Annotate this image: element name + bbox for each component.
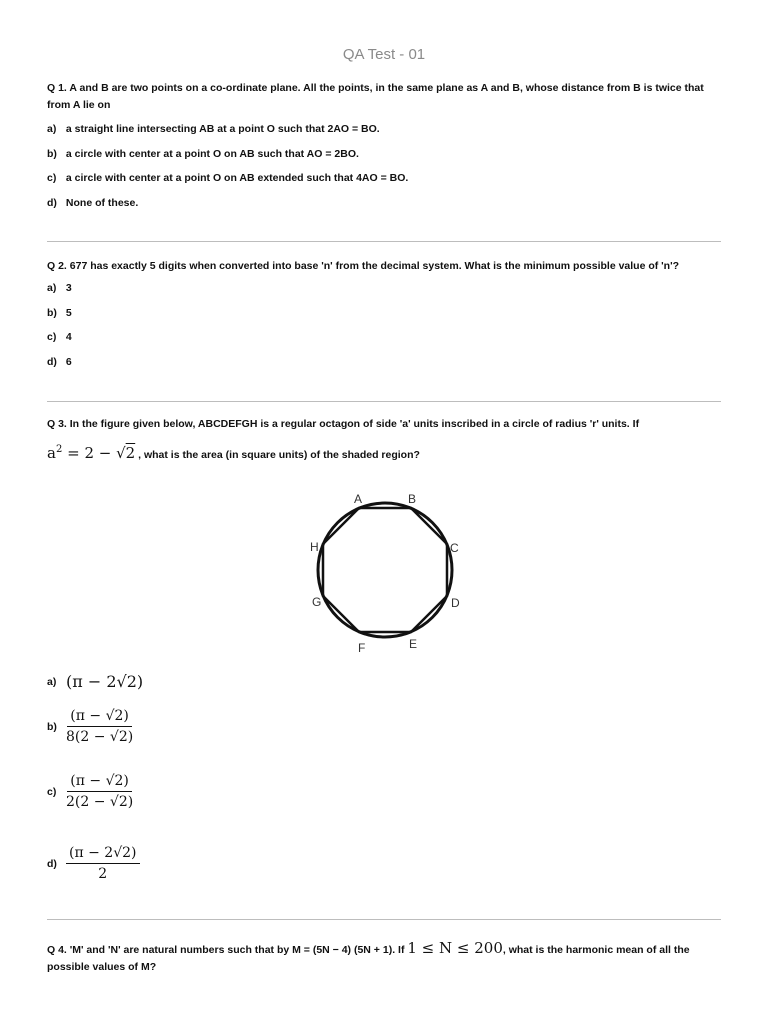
- q3-option-a[interactable]: a) (π − 2√2): [47, 672, 144, 691]
- label-h: H: [310, 540, 319, 554]
- question-3-text: Q 3. In the figure given below, ABCDEFGH is a regular octagon of side 'a' units inscribed in a circle of radius 'r' units. If: [47, 418, 640, 430]
- page-title: QA Test - 01: [342, 46, 426, 63]
- label-f: F: [358, 641, 366, 655]
- regular-octagon: [323, 508, 447, 632]
- q1-option-a[interactable]: a) a straight line intersecting AB at a point O such that 2AO = BO.: [47, 123, 380, 135]
- q2-option-c[interactable]: c) 4: [47, 331, 72, 343]
- label-g: G: [312, 595, 322, 609]
- q1-option-c[interactable]: c) a circle with center at a point O on AB extended such that 4AO = BO.: [47, 172, 409, 184]
- label-d: D: [451, 596, 460, 610]
- q1-option-b[interactable]: b) a circle with center at a point O on AB such that AO = 2BO.: [47, 148, 359, 160]
- q2-option-a[interactable]: a) 3: [47, 282, 72, 294]
- question-3-condition: $a^2 = 2 - √2$ , what is the area (in square units) of the shaded region?: [47, 444, 420, 462]
- question-2-text: Q 2. 677 has exactly 5 digits when converted into base 'n' from the decimal system. What is the minimum possible value of 'n'?: [47, 260, 679, 272]
- divider: [47, 401, 721, 402]
- divider: [47, 241, 721, 242]
- label-c: C: [450, 541, 459, 555]
- divider: [47, 919, 721, 920]
- q3-option-c[interactable]: c) $\frac{(\pi - √2)}{2(2 - √2)}$: [47, 773, 134, 810]
- label-b: B: [408, 492, 417, 506]
- q3-option-d[interactable]: d) $\frac{(\pi - 2√2)}{2}$: [47, 845, 140, 882]
- q1-option-d[interactable]: d) None of these.: [47, 197, 139, 209]
- question-1-text: Q 1. A and B are two points on a co-ordinate plane. All the points, in the same plane as A and B, whose distance from B is twice that from A lie on: [47, 82, 704, 111]
- label-e: E: [409, 637, 418, 651]
- circumscribed-circle: [318, 503, 452, 637]
- octagon-circle-figure: [300, 490, 470, 660]
- q3-option-b[interactable]: b) $\frac{(\pi - √2)}{8(2 - √2)}$: [47, 708, 134, 745]
- question-4-text: Q 4. 'M' and 'N' are natural numbers such that by M = (5N − 4) (5N + 1). If 1 ≤ N ≤ 200, what is the harmonic mean of all the possible values of M?: [47, 939, 690, 973]
- label-a: A: [354, 492, 363, 506]
- q2-option-d[interactable]: d) 6: [47, 356, 72, 368]
- q2-option-b[interactable]: b) 5: [47, 307, 72, 319]
